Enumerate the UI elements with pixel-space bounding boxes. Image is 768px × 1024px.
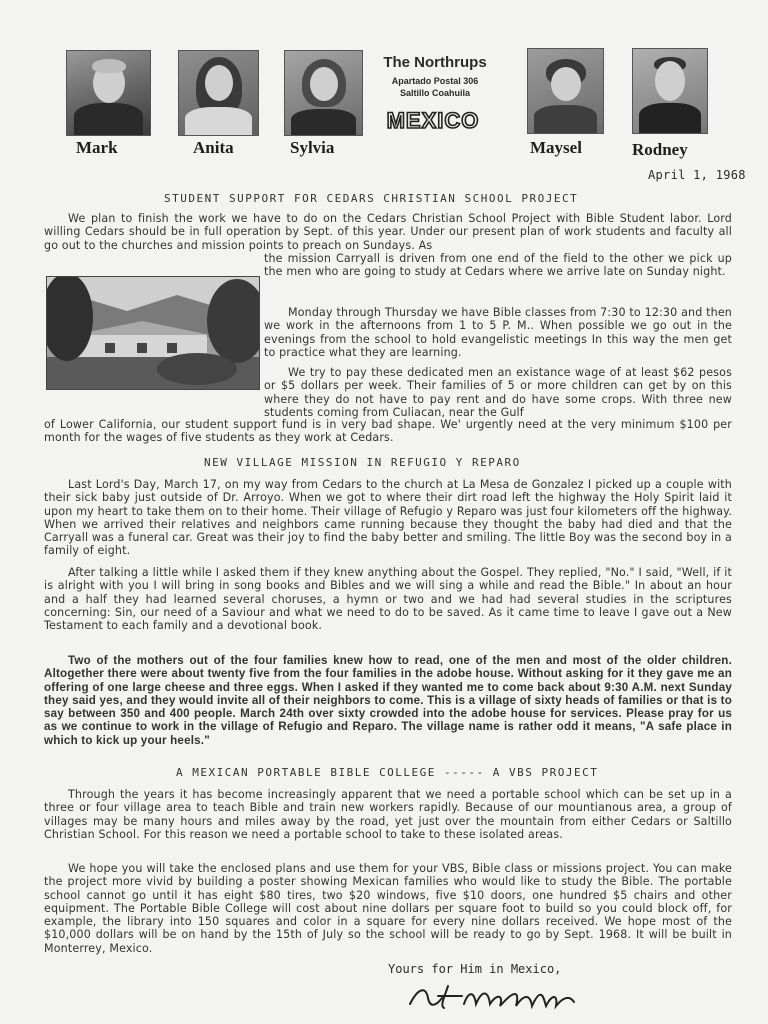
name-anita: Anita: [193, 138, 234, 157]
paragraph-bold: Two of the mothers out of the four families knew how to read, one of the men and most of the older children. Altogether there were about twenty five from the four families in the adobe house. Without asking for it they gave me an offering of one large cheese and three eggs. When I asked if they wanted me to come back about 9:30 A.M. next Sunday they said yes, and they would invite all of their neighbors to come. This is a village of sixty heads of families or that is to say between 350 and 400 people. March 24th over sixty crowded into the adobe house for services. Please pray for us as we continue to work in the village of Refugio and Reparo. The village name is rather odd it means, "A safe place in which to kick up your heels.": [44, 654, 732, 747]
school-building-photo: [46, 276, 260, 390]
paragraph: We plan to finish the work we have to do on the Cedars Christian School Project with Bible Student labor. Lord willing Cedars should be in full operation by Sept. of this year. Under our present plan of work students and faculty all go out to the churches and mission points to preach on Sundays. As: [44, 212, 732, 252]
name-maysel: Maysel: [530, 138, 582, 157]
section-heading-portable-college: A MEXICAN PORTABLE BIBLE COLLEGE ----- A VBS PROJECT: [176, 766, 599, 779]
paragraph: the mission Carryall is driven from one end of the field to the other we pick up the men who are going to study at Cedars where we arrive late on Sunday night.: [264, 252, 732, 279]
closing-line: Yours for Him in Mexico,: [388, 962, 562, 976]
photo-sylvia: [284, 50, 363, 136]
address-line-2: Saltillo Coahuila: [399, 88, 470, 98]
section-heading-village-mission: NEW VILLAGE MISSION IN REFUGIO Y REPARO: [204, 456, 521, 469]
paragraph: We try to pay these dedicated men an existance wage of at least $62 pesos or $5 dollars per week. Their families of 5 or more children can get by on this where they do not have to pay rent and do have some crops. With three new students coming from Culiacan, near the Gulf: [264, 366, 732, 419]
signature: [404, 980, 580, 1012]
section-heading-student-support: STUDENT SUPPORT FOR CEDARS CHRISTIAN SCHOOL PROJECT: [164, 192, 579, 205]
name-sylvia: Sylvia: [290, 138, 335, 157]
photo-anita: [178, 50, 259, 136]
svg-text:MEXICO: MEXICO: [386, 108, 480, 132]
paragraph: Through the years it has become increasingly apparent that we need a portable school which can be set up in a three or four village area to teach Bible and train new workers rapidly. Because of our mountianous area, a group of villages may be many hours and miles away by the road, yet just over the mountain from either Cedars or Saltillo Christian School. For this reason we need a portable school to take to these isolated areas.: [44, 788, 732, 841]
paragraph: of Lower California, our student support fund is in very bad shape. We' urgently need at the very minimum $100 per month for the wages of five students as they work at Cedars.: [44, 418, 732, 445]
mexico-logo: [372, 108, 494, 132]
photo-mark: [66, 50, 151, 136]
paragraph: Last Lord's Day, March 17, on my way from Cedars to the church at La Mesa de Gonzalez I picked up a couple with their sick baby just outside of Dr. Arroyo. When we got to where their dirt road left the highway the Holy Spirit laid it upon my heart to take them on to their home. Their village of Refugio y Reparo was just four kilometers off the highway. When we arrived their relatives and neighbors came running because they thought the baby had died and that the Carryall was a funeral car. Great was their joy to find the baby better and smiling. The little Boy was the second boy in a family of eight.: [44, 478, 732, 558]
photo-rodney: [632, 48, 708, 134]
name-rodney: Rodney: [632, 140, 688, 159]
paragraph: We hope you will take the enclosed plans and use them for your VBS, Bible class or missions project. You can make the project more vivid by building a poster showing Mexican families who would like to study the Bible. The portable school cannot go until it has eight $80 tires, two $20 windows, five $10 doors, one hundred $5 chairs and other equipment. The Portable Bible College will cost about nine dollars per square foot to build so you could block off, for example, the library into 150 squares and color in a square for every nine dollars received. We hope most of the $10,000 dollars will be on hand by the 15th of July so the school will be ready to go by Sept. 1968. It will be built in Monterrey, Mexico.: [44, 862, 732, 955]
photo-maysel: [527, 48, 604, 134]
address-line-1: Apartado Postal 306: [391, 76, 479, 86]
paragraph: After talking a little while I asked them if they knew anything about the Gospel. They replied, "No." I said, "Well, if it is alright with you I will bring in song books and Bibles and we will sing a while and read the Bible." In about an hour and a half they had learned several choruses, a hymn or two and we had had several studies in the scriptures concerning: Sin, our need of a Saviour and what we need to do to be saved. As it came time to leave I gave out a New Testament to each family and a devotional book.: [44, 566, 732, 632]
name-mark: Mark: [76, 138, 118, 157]
family-title: The Northrups: [383, 54, 487, 71]
letter-date: April 1, 1968: [648, 168, 746, 182]
paragraph: Monday through Thursday we have Bible classes from 7:30 to 12:30 and then we work in the afternoons from 1 to 5 P. M.. When possible we go out in the evenings from the school to hold evangelistic meetings In this way the men get to practice what they are learning.: [264, 306, 732, 359]
